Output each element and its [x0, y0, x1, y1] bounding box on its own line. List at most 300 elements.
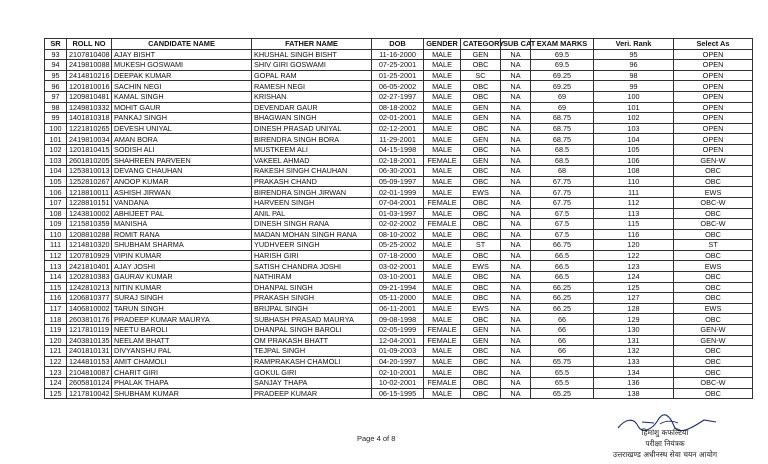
category-cell: OBC — [461, 166, 501, 177]
candidate-name-cell: AJAY JOSHI — [112, 261, 252, 272]
select-as-cell: OPEN — [674, 134, 753, 145]
roll-no-cell: 1242810213 — [67, 282, 112, 293]
dob-cell: 07-25-2001 — [372, 60, 424, 71]
exam-marks-cell: 66.25 — [531, 293, 594, 304]
gender-cell: FEMALE — [424, 155, 461, 166]
select-as-cell: GEN-W — [674, 155, 753, 166]
gender-cell: MALE — [424, 303, 461, 314]
roll-no-cell: 1243810002 — [67, 208, 112, 219]
sr-cell: 110 — [45, 229, 67, 240]
select-as-cell: OBC-W — [674, 378, 753, 389]
veri-rank-cell: 111 — [594, 187, 674, 198]
father-name-cell: KRISHAN — [252, 91, 372, 102]
sr-cell: 98 — [45, 102, 67, 113]
sub-cat-cell: NA — [501, 134, 531, 145]
roll-no-cell: 1253810013 — [67, 166, 112, 177]
sub-cat-cell: NA — [501, 60, 531, 71]
father-name-cell: HARVEEN SINGH — [252, 197, 372, 208]
veri-rank-cell: 103 — [594, 123, 674, 134]
candidate-name-cell: SHUBHAM KUMAR — [112, 388, 252, 399]
veri-rank-cell: 115 — [594, 219, 674, 230]
veri-rank-cell: 132 — [594, 346, 674, 357]
dob-cell: 04-15-1998 — [372, 144, 424, 155]
candidate-name-cell: AMIT CHAMOLI — [112, 356, 252, 367]
table-row — [45, 155, 753, 166]
category-cell: GEN — [461, 49, 501, 60]
candidate-name-cell: PANKAJ SINGH — [112, 113, 252, 124]
father-name-cell: ANIL PAL — [252, 208, 372, 219]
select-as-cell: ST — [674, 240, 753, 251]
father-name-cell: YUDHVEER SINGH — [252, 240, 372, 251]
gender-cell: MALE — [424, 166, 461, 177]
exam-marks-cell: 68 — [531, 166, 594, 177]
dob-cell: 12-04-2001 — [372, 335, 424, 346]
candidate-name-cell: TARUN SINGH — [112, 303, 252, 314]
category-cell: OBC — [461, 314, 501, 325]
select-as-cell: OPEN — [674, 49, 753, 60]
gender-cell: MALE — [424, 388, 461, 399]
sr-cell: 100 — [45, 123, 67, 134]
candidate-name-cell: DIVYANSHU PAL — [112, 346, 252, 357]
father-name-cell: PRADEEP KUMAR — [252, 388, 372, 399]
category-cell: OBC — [461, 378, 501, 389]
dob-cell: 02-27-1997 — [372, 91, 424, 102]
dob-cell: 06-11-2001 — [372, 303, 424, 314]
table-row — [45, 60, 753, 71]
candidate-name-cell: NITIN KUMAR — [112, 282, 252, 293]
dob-cell: 09-08-1998 — [372, 314, 424, 325]
dob-cell: 01-25-2001 — [372, 70, 424, 81]
category-cell: OBC — [461, 356, 501, 367]
sub-cat-cell: NA — [501, 282, 531, 293]
sr-cell: 106 — [45, 187, 67, 198]
table-row — [45, 261, 753, 272]
dob-cell: 05-11-2000 — [372, 293, 424, 304]
father-name-cell: MADAN MOHAN SINGH RANA — [252, 229, 372, 240]
sub-cat-cell: NA — [501, 123, 531, 134]
gender-cell: MALE — [424, 282, 461, 293]
dob-cell: 08-10-2002 — [372, 229, 424, 240]
exam-marks-cell: 67.5 — [531, 219, 594, 230]
category-cell: EWS — [461, 303, 501, 314]
exam-marks-cell: 65.25 — [531, 388, 594, 399]
roll-no-cell: 1252810267 — [67, 176, 112, 187]
exam-marks-cell: 68.75 — [531, 134, 594, 145]
select-as-cell: OBC — [674, 293, 753, 304]
sub-cat-cell: NA — [501, 102, 531, 113]
sr-cell: 108 — [45, 208, 67, 219]
sub-cat-cell: NA — [501, 166, 531, 177]
veri-rank-cell: 131 — [594, 335, 674, 346]
gender-cell: MALE — [424, 102, 461, 113]
sr-cell: 111 — [45, 240, 67, 251]
dob-cell: 08-18-2002 — [372, 102, 424, 113]
gender-cell: FEMALE — [424, 325, 461, 336]
candidate-name-cell: MANISHA — [112, 219, 252, 230]
exam-marks-cell: 66.25 — [531, 303, 594, 314]
exam-marks-cell: 69.5 — [531, 49, 594, 60]
table-row — [45, 293, 753, 304]
dob-cell: 10-02-2001 — [372, 378, 424, 389]
select-as-cell: OBC — [674, 346, 753, 357]
father-name-cell: VAKEEL AHMAD — [252, 155, 372, 166]
sr-cell: 113 — [45, 261, 67, 272]
dob-cell: 02-02-2002 — [372, 219, 424, 230]
table-row — [45, 144, 753, 155]
roll-no-cell: 1217810119 — [67, 325, 112, 336]
table-header-row — [45, 39, 753, 50]
sr-cell: 116 — [45, 293, 67, 304]
roll-no-cell: 1401810318 — [67, 113, 112, 124]
exam-marks-cell: 65.5 — [531, 378, 594, 389]
sub-cat-cell: NA — [501, 91, 531, 102]
roll-no-cell: 1202810383 — [67, 272, 112, 283]
select-as-cell: OPEN — [674, 70, 753, 81]
candidate-name-cell: DEEPAK KUMAR — [112, 70, 252, 81]
father-name-cell: HARISH GIRI — [252, 250, 372, 261]
father-name-cell: SUBHASH PRASAD MAURYA — [252, 314, 372, 325]
father-name-cell: GOKUL GIRI — [252, 367, 372, 378]
category-cell: OBC — [461, 81, 501, 92]
veri-rank-cell: 127 — [594, 293, 674, 304]
sub-cat-cell: NA — [501, 197, 531, 208]
veri-rank-cell: 129 — [594, 314, 674, 325]
sub-cat-cell: NA — [501, 70, 531, 81]
table-row — [45, 272, 753, 283]
exam-marks-cell: 67.75 — [531, 176, 594, 187]
table-row — [45, 91, 753, 102]
roll-no-cell: 2601810205 — [67, 155, 112, 166]
sub-cat-cell: NA — [501, 356, 531, 367]
dob-cell: 02-05-1999 — [372, 325, 424, 336]
veri-rank-cell: 98 — [594, 70, 674, 81]
sr-cell: 109 — [45, 219, 67, 230]
roll-no-cell: 1406810002 — [67, 303, 112, 314]
veri-rank-cell: 110 — [594, 176, 674, 187]
select-as-cell: OBC — [674, 388, 753, 399]
table-row — [45, 282, 753, 293]
category-cell: OBC — [461, 60, 501, 71]
roll-no-cell: 1218810011 — [67, 187, 112, 198]
category-cell: OBC — [461, 229, 501, 240]
header-category: CATEGORY — [461, 39, 501, 50]
table-row — [45, 70, 753, 81]
gender-cell: MALE — [424, 134, 461, 145]
father-name-cell: KHUSHAL SINGH BISHT — [252, 49, 372, 60]
veri-rank-cell: 104 — [594, 134, 674, 145]
select-as-cell: OBC — [674, 367, 753, 378]
veri-rank-cell: 101 — [594, 102, 674, 113]
category-cell: EWS — [461, 261, 501, 272]
father-name-cell: PRAKASH CHAND — [252, 176, 372, 187]
table-row — [45, 250, 753, 261]
table-row — [45, 134, 753, 145]
roll-no-cell: 2419810034 — [67, 134, 112, 145]
select-as-cell: OBC — [674, 166, 753, 177]
table-row — [45, 208, 753, 219]
sub-cat-cell: NA — [501, 176, 531, 187]
candidate-name-cell: MUKESH GOSWAMI — [112, 60, 252, 71]
exam-marks-cell: 69.25 — [531, 70, 594, 81]
candidate-name-cell: GAURAV KUMAR — [112, 272, 252, 283]
father-name-cell: DINESH SINGH RANA — [252, 219, 372, 230]
father-name-cell: SANJAY THAPA — [252, 378, 372, 389]
dob-cell: 01-03-1997 — [372, 208, 424, 219]
table-row — [45, 81, 753, 92]
exam-marks-cell: 69.25 — [531, 81, 594, 92]
table-row — [45, 325, 753, 336]
sub-cat-cell: NA — [501, 250, 531, 261]
candidate-name-cell: SHAHREEN PARVEEN — [112, 155, 252, 166]
candidate-name-cell: SURAJ SINGH — [112, 293, 252, 304]
exam-marks-cell: 66 — [531, 346, 594, 357]
father-name-cell: BHAGWAN SINGH — [252, 113, 372, 124]
select-as-cell: EWS — [674, 261, 753, 272]
header-roll-no: ROLL NO — [67, 39, 112, 50]
select-as-cell: OBC — [674, 176, 753, 187]
exam-marks-cell: 66.5 — [531, 261, 594, 272]
veri-rank-cell: 106 — [594, 155, 674, 166]
category-cell: ST — [461, 240, 501, 251]
select-as-cell: OBC — [674, 229, 753, 240]
sr-cell: 94 — [45, 60, 67, 71]
exam-marks-cell: 68.5 — [531, 144, 594, 155]
select-as-cell: OBC — [674, 282, 753, 293]
page-number: Page 4 of 8 — [357, 434, 396, 443]
candidate-name-cell: PRADEEP KUMAR MAURYA — [112, 314, 252, 325]
category-cell: GEN — [461, 335, 501, 346]
select-as-cell: GEN-W — [674, 335, 753, 346]
table-row — [45, 176, 753, 187]
father-name-cell: DINESH PRASAD UNIYAL — [252, 123, 372, 134]
father-name-cell: DHANPAL SINGH — [252, 282, 372, 293]
category-cell: OBC — [461, 197, 501, 208]
roll-no-cell: 2401810131 — [67, 346, 112, 357]
sub-cat-cell: NA — [501, 325, 531, 336]
table-row — [45, 229, 753, 240]
sub-cat-cell: NA — [501, 346, 531, 357]
gender-cell: MALE — [424, 208, 461, 219]
sr-cell: 97 — [45, 91, 67, 102]
candidate-name-cell: AMAN BORA — [112, 134, 252, 145]
roll-no-cell: 1206810377 — [67, 293, 112, 304]
sr-cell: 93 — [45, 49, 67, 60]
table-row — [45, 240, 753, 251]
table-row — [45, 113, 753, 124]
select-as-cell: OBC — [674, 208, 753, 219]
table-row — [45, 346, 753, 357]
roll-no-cell: 2419810088 — [67, 60, 112, 71]
dob-cell: 02-01-1999 — [372, 187, 424, 198]
exam-marks-cell: 66.25 — [531, 282, 594, 293]
father-name-cell: BRIJPAL SINGH — [252, 303, 372, 314]
table-row — [45, 303, 753, 314]
sr-cell: 112 — [45, 250, 67, 261]
dob-cell: 05-25-2002 — [372, 240, 424, 251]
sub-cat-cell: NA — [501, 81, 531, 92]
roll-no-cell: 1215810359 — [67, 219, 112, 230]
sr-cell: 124 — [45, 378, 67, 389]
gender-cell: MALE — [424, 261, 461, 272]
category-cell: EWS — [461, 187, 501, 198]
dob-cell: 06-05-2002 — [372, 81, 424, 92]
exam-marks-cell: 66.75 — [531, 240, 594, 251]
gender-cell: MALE — [424, 187, 461, 198]
exam-marks-cell: 69 — [531, 91, 594, 102]
gender-cell: FEMALE — [424, 378, 461, 389]
dob-cell: 02-10-2001 — [372, 367, 424, 378]
sub-cat-cell: NA — [501, 187, 531, 198]
sr-cell: 95 — [45, 70, 67, 81]
table-row — [45, 219, 753, 230]
veri-rank-cell: 124 — [594, 272, 674, 283]
father-name-cell: BIRENDRA SINGH BORA — [252, 134, 372, 145]
candidate-name-cell: SACHIN NEGI — [112, 81, 252, 92]
table-row — [45, 335, 753, 346]
candidate-name-cell: MOHIT GAUR — [112, 102, 252, 113]
gender-cell: MALE — [424, 70, 461, 81]
veri-rank-cell: 95 — [594, 49, 674, 60]
sub-cat-cell: NA — [501, 261, 531, 272]
father-name-cell: NATHIRAM — [252, 272, 372, 283]
sub-cat-cell: NA — [501, 303, 531, 314]
roll-no-cell: 1249810332 — [67, 102, 112, 113]
table-row — [45, 102, 753, 113]
table-row — [45, 197, 753, 208]
select-as-cell: OBC — [674, 314, 753, 325]
exam-marks-cell: 66.5 — [531, 250, 594, 261]
header-candidate-name: CANDIDATE NAME — [112, 39, 252, 50]
candidate-name-cell: AJAY BISHT — [112, 49, 252, 60]
table-row — [45, 314, 753, 325]
candidate-name-cell: SODISH ALI — [112, 144, 252, 155]
category-cell: OBC — [461, 123, 501, 134]
header-dob: DOB — [372, 39, 424, 50]
select-as-cell: OPEN — [674, 113, 753, 124]
exam-marks-cell: 65.75 — [531, 356, 594, 367]
sub-cat-cell: NA — [501, 240, 531, 251]
roll-no-cell: 2104810087 — [67, 367, 112, 378]
sr-cell: 103 — [45, 155, 67, 166]
dob-cell: 03-10-2001 — [372, 272, 424, 283]
father-name-cell: SHIV GIRI GOSWAMI — [252, 60, 372, 71]
exam-marks-cell: 66.5 — [531, 272, 594, 283]
father-name-cell: DEVENDAR GAUR — [252, 102, 372, 113]
roll-no-cell: 2403810135 — [67, 335, 112, 346]
candidate-name-cell: VIPIN KUMAR — [112, 250, 252, 261]
candidate-name-cell: KAMAL SINGH — [112, 91, 252, 102]
category-cell: OBC — [461, 144, 501, 155]
gender-cell: MALE — [424, 272, 461, 283]
category-cell: OBC — [461, 346, 501, 357]
exam-marks-cell: 67.75 — [531, 197, 594, 208]
category-cell: GEN — [461, 134, 501, 145]
veri-rank-cell: 128 — [594, 303, 674, 314]
signatory-designation: परीक्षा नियंत्रक — [645, 439, 685, 448]
category-cell: OBC — [461, 208, 501, 219]
veri-rank-cell: 130 — [594, 325, 674, 336]
select-as-cell: OBC-W — [674, 219, 753, 230]
gender-cell: MALE — [424, 314, 461, 325]
sr-cell: 123 — [45, 367, 67, 378]
category-cell: OBC — [461, 367, 501, 378]
results-body — [45, 49, 753, 399]
roll-no-cell: 1214810320 — [67, 240, 112, 251]
gender-cell: MALE — [424, 346, 461, 357]
sub-cat-cell: NA — [501, 208, 531, 219]
dob-cell: 07-04-2001 — [372, 197, 424, 208]
category-cell: GEN — [461, 113, 501, 124]
roll-no-cell: 1228810151 — [67, 197, 112, 208]
father-name-cell: TEJPAL SINGH — [252, 346, 372, 357]
veri-rank-cell: 105 — [594, 144, 674, 155]
sr-cell: 119 — [45, 325, 67, 336]
table-row — [45, 356, 753, 367]
dob-cell: 01-09-2003 — [372, 346, 424, 357]
category-cell: OBC — [461, 282, 501, 293]
gender-cell: MALE — [424, 356, 461, 367]
veri-rank-cell: 138 — [594, 388, 674, 399]
table-row — [45, 388, 753, 399]
category-cell: OBC — [461, 176, 501, 187]
sub-cat-cell: NA — [501, 388, 531, 399]
roll-no-cell: 2107810408 — [67, 49, 112, 60]
sr-cell: 102 — [45, 144, 67, 155]
exam-marks-cell: 66 — [531, 325, 594, 336]
select-as-cell: OPEN — [674, 102, 753, 113]
veri-rank-cell: 122 — [594, 250, 674, 261]
candidate-name-cell: CHARIT GIRI — [112, 367, 252, 378]
category-cell: OBC — [461, 91, 501, 102]
exam-marks-cell: 67.5 — [531, 229, 594, 240]
header-exam-marks: EXAM MARKS — [531, 39, 594, 50]
select-as-cell: OBC-W — [674, 197, 753, 208]
select-as-cell: EWS — [674, 187, 753, 198]
exam-marks-cell: 68.75 — [531, 123, 594, 134]
select-as-cell: GEN-W — [674, 325, 753, 336]
candidate-name-cell: ROMIT RANA — [112, 229, 252, 240]
candidate-name-cell: ASHISH JIRWAN — [112, 187, 252, 198]
veri-rank-cell: 102 — [594, 113, 674, 124]
sub-cat-cell: NA — [501, 272, 531, 283]
dob-cell: 11-29-2001 — [372, 134, 424, 145]
select-as-cell: OBC — [674, 356, 753, 367]
roll-no-cell: 1221810265 — [67, 123, 112, 134]
sr-cell: 122 — [45, 356, 67, 367]
table-row — [45, 49, 753, 60]
sub-cat-cell: NA — [501, 219, 531, 230]
roll-no-cell: 1244810153 — [67, 356, 112, 367]
veri-rank-cell: 100 — [594, 91, 674, 102]
exam-marks-cell: 67.5 — [531, 208, 594, 219]
veri-rank-cell: 112 — [594, 197, 674, 208]
dob-cell: 04-20-1997 — [372, 356, 424, 367]
sr-cell: 120 — [45, 335, 67, 346]
gender-cell: FEMALE — [424, 219, 461, 230]
sub-cat-cell: NA — [501, 144, 531, 155]
dob-cell: 09-21-1994 — [372, 282, 424, 293]
exam-marks-cell: 69 — [531, 102, 594, 113]
table-row — [45, 187, 753, 198]
roll-no-cell: 1201810415 — [67, 144, 112, 155]
header-father-name: FATHER NAME — [252, 39, 372, 50]
results-table — [44, 38, 753, 399]
roll-no-cell: 1217810042 — [67, 388, 112, 399]
candidate-name-cell: DEVESH UNIYAL — [112, 123, 252, 134]
veri-rank-cell: 133 — [594, 356, 674, 367]
gender-cell: MALE — [424, 113, 461, 124]
gender-cell: MALE — [424, 60, 461, 71]
